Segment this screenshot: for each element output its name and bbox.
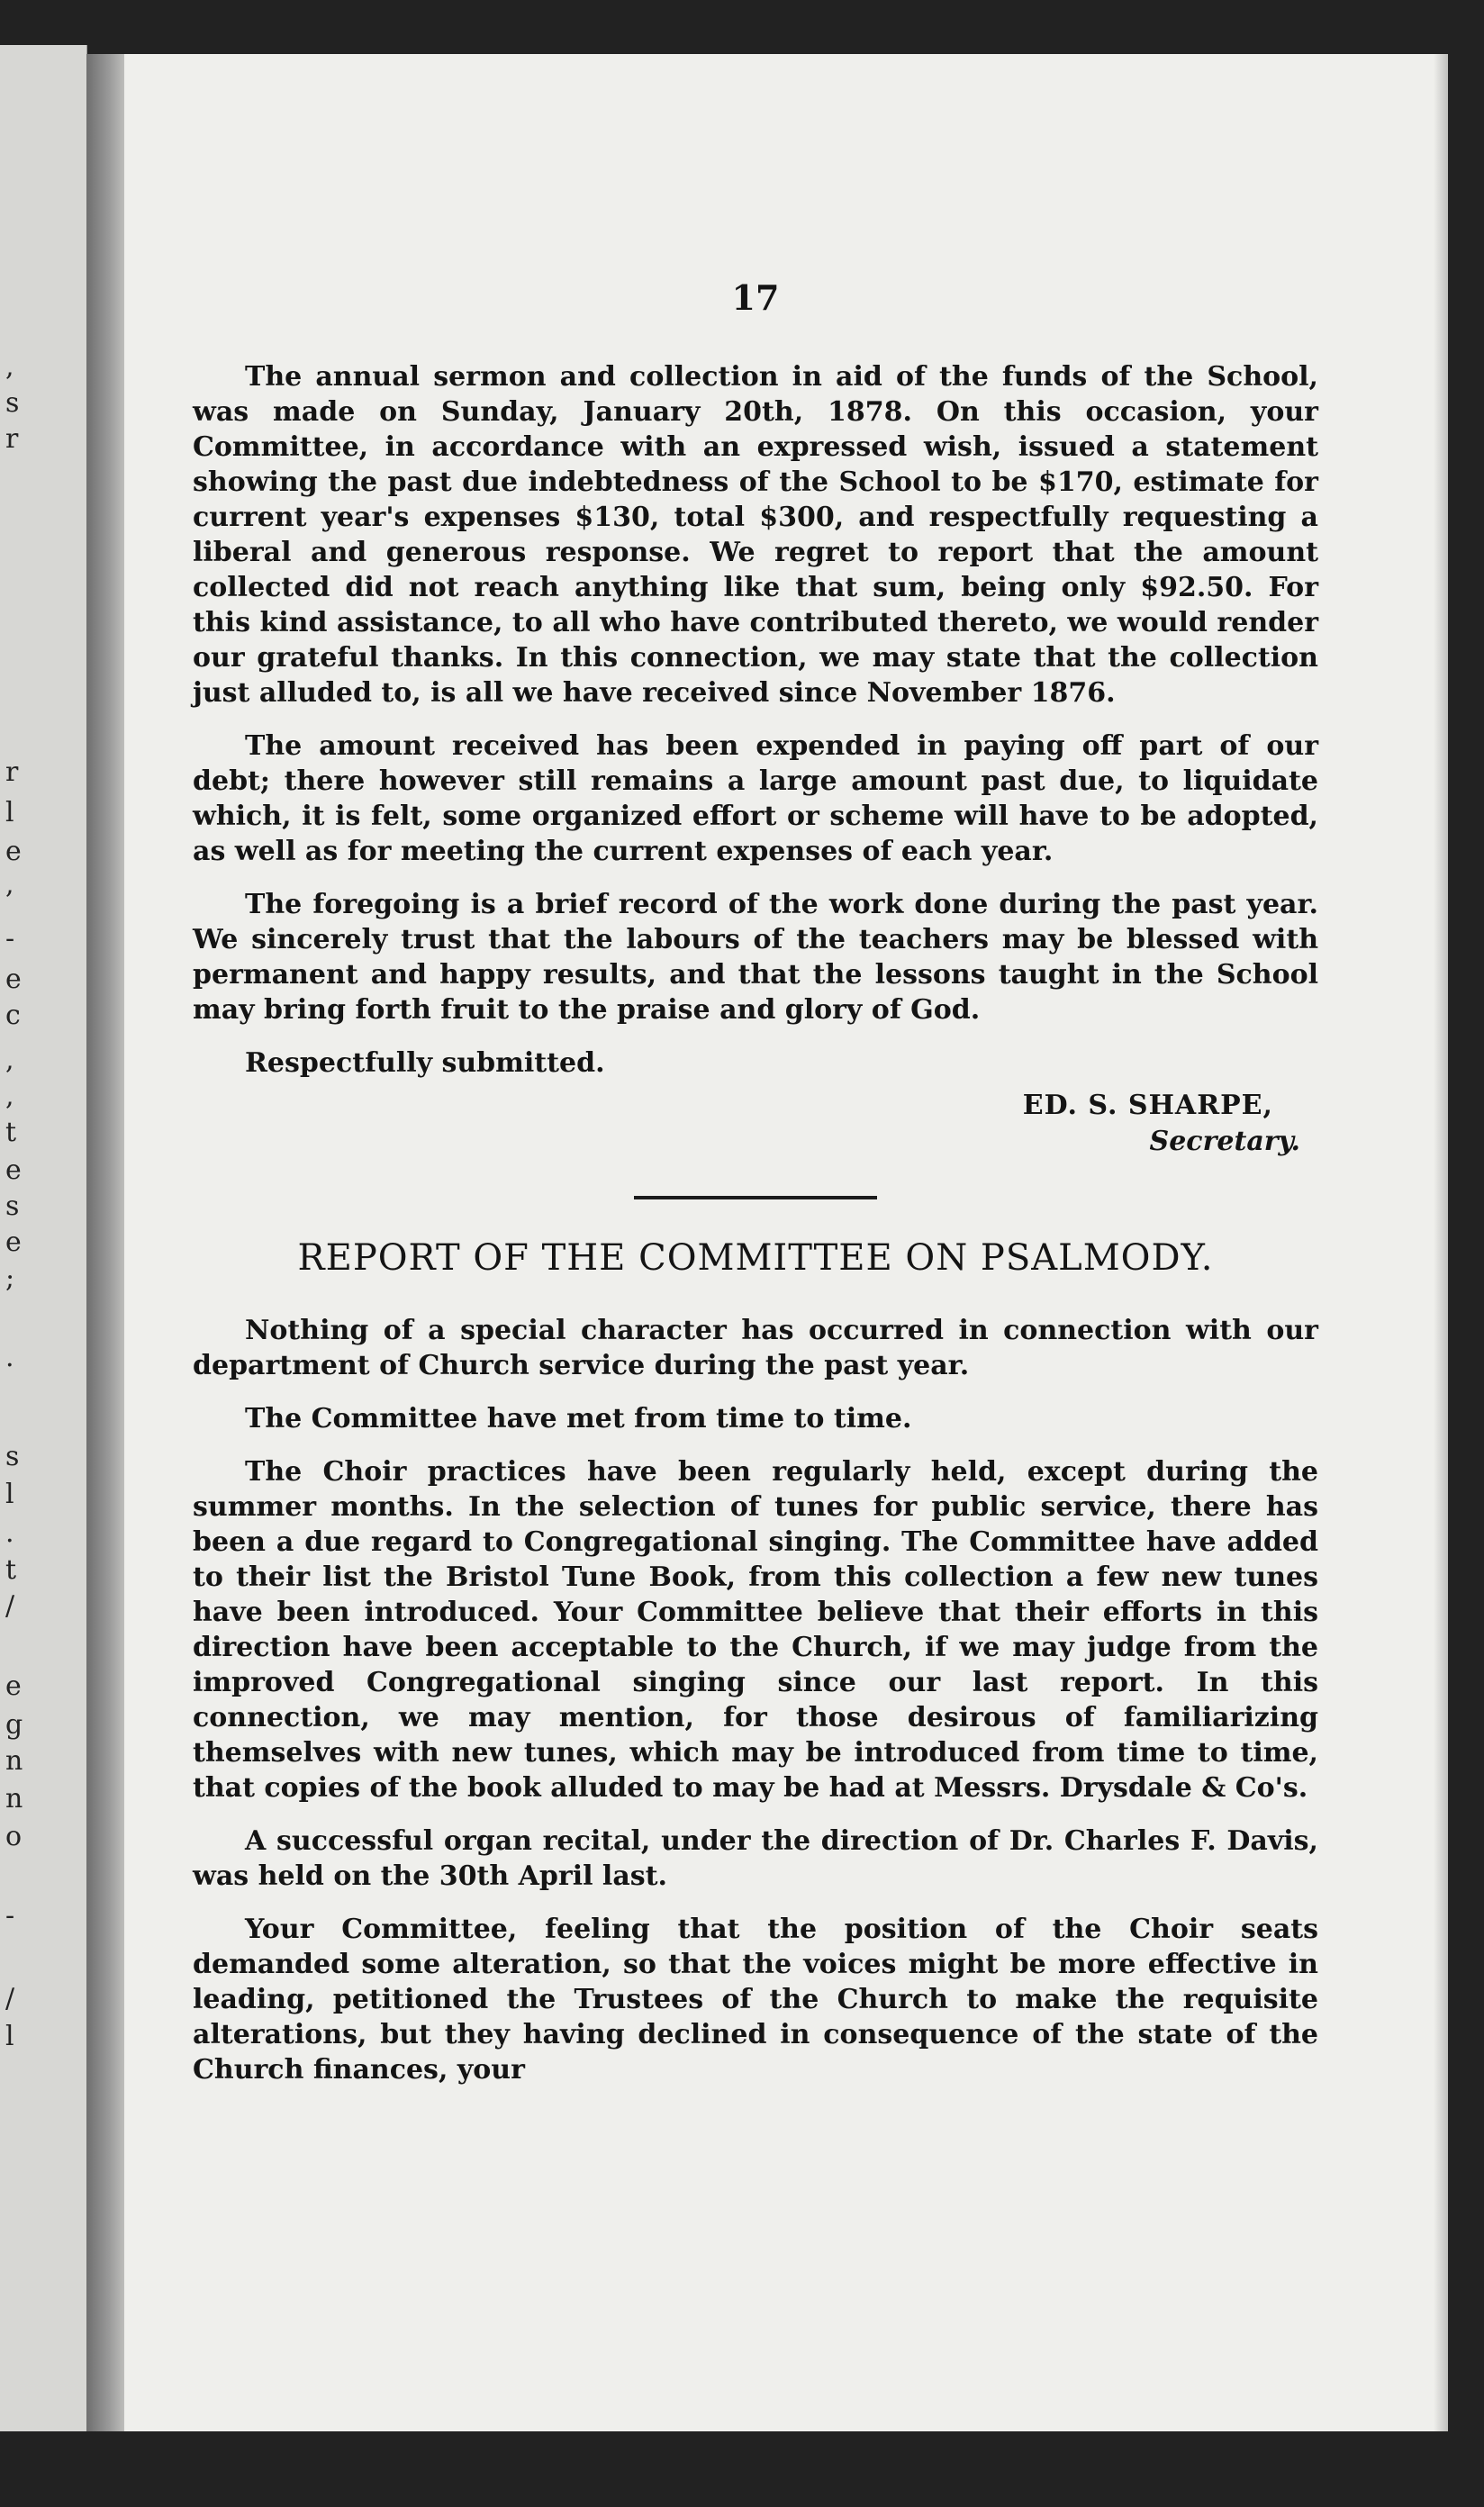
margin-fragment: c bbox=[5, 1000, 21, 1031]
margin-fragment: l bbox=[5, 2021, 14, 2052]
margin-fragment: r bbox=[5, 756, 19, 788]
margin-fragment: , bbox=[5, 351, 14, 383]
margin-fragment: r bbox=[5, 423, 19, 455]
page-edge-shadow bbox=[1434, 54, 1448, 2431]
margin-fragment: n bbox=[5, 1783, 23, 1815]
margin-fragment: . bbox=[5, 1342, 14, 1373]
margin-fragment: n bbox=[5, 1745, 23, 1777]
margin-fragment: s bbox=[5, 387, 20, 419]
margin-fragment: , bbox=[5, 1081, 14, 1112]
margin-fragment: . bbox=[5, 1517, 14, 1549]
page-text-block bbox=[193, 277, 1318, 2105]
facing-page-text-fragments bbox=[5, 45, 32, 2431]
margin-fragment: ; bbox=[5, 1263, 15, 1294]
margin-fragment: e bbox=[5, 1670, 22, 1702]
paragraph-choir-seats: Your Committee, feeling that the position of the Choir seats demanded some alteration, so that the voices might be more effective in leading, petitioned the Trustees of the Church to make the requisite alterations, but they having declined in consequence of the state of the Church finances, your bbox=[193, 1914, 1318, 2086]
margin-fragment: e bbox=[5, 1226, 22, 1258]
section-divider bbox=[634, 1196, 877, 1199]
page-number: 17 bbox=[731, 277, 780, 318]
paragraph-committee-met: The Committee have met from time to time. bbox=[245, 1403, 912, 1435]
margin-fragment: e bbox=[5, 1154, 22, 1186]
margin-fragment: - bbox=[5, 1900, 15, 1932]
margin-fragment: l bbox=[5, 1479, 14, 1510]
paragraph-nothing-special: Nothing of a special character has occurred in connection with our department of Church service during the past year. bbox=[193, 1315, 1318, 1381]
margin-fragment: s bbox=[5, 1190, 20, 1222]
paragraph-choir-practices: The Choir practices have been regularly held, except during the summer months. In the selection of tunes for public service, there has been a due regard to Congregational singing. The Committee have added to their list the Bristol Tune Book, from this collection a few new tunes have been introduced. Your Committee believe that their efforts in this direction have been acceptable to the Church, if we may judge from the improved Congregational singing since our last report. In this connection, we may mention, for those desirous of familiarizing themselves with new tunes, which may be introduced from time to time, that copies of the book alluded to may be had at Messrs. Drysdale & Co's. bbox=[193, 1456, 1318, 1804]
book-page bbox=[124, 54, 1448, 2431]
margin-fragment: e bbox=[5, 964, 22, 995]
margin-fragment: s bbox=[5, 1441, 20, 1472]
margin-fragment: g bbox=[5, 1709, 23, 1741]
paragraph-amount-received: The amount received has been expended in paying off part of our debt; there however still remains a large amount past due, to liquidate which, it is felt, some organized effort or scheme will have to be adopted, as well as for meeting the current expenses of each year. bbox=[193, 730, 1318, 867]
margin-fragment: o bbox=[5, 1821, 23, 1852]
signer-name: ED. S. SHARPE, bbox=[1022, 1090, 1273, 1121]
paragraph-annual-sermon: The annual sermon and collection in aid of the funds of the School, was made on Sunday, January 20th, 1878. On this occasion, your Committee, in accordance with an expressed wish, issued a statement showing the past due indebtedness of the School to be $170, estimate for current year's expenses $130, total $300, and respectfully requesting a liberal and generous response. We regret to report that the amount collected did not reach anything like that sum, being only $92.50. For this kind assistance, to all who have contributed thereto, we would render our grateful thanks. In this connection, we may state that the collection just alluded to, is all we have received since November 1876. bbox=[193, 361, 1318, 709]
closing-line: Respectfully submitted. bbox=[245, 1047, 605, 1079]
margin-fragment: t bbox=[5, 1117, 17, 1148]
margin-fragment: / bbox=[5, 1590, 15, 1622]
margin-fragment: - bbox=[5, 923, 15, 955]
book-gutter bbox=[86, 54, 124, 2431]
margin-fragment: e bbox=[5, 836, 22, 867]
margin-fragment: l bbox=[5, 797, 14, 828]
margin-fragment: / bbox=[5, 1983, 15, 2014]
signer-title: Secretary. bbox=[1149, 1126, 1300, 1157]
margin-fragment: , bbox=[5, 869, 14, 901]
facing-page-edge bbox=[0, 45, 87, 2431]
margin-fragment: , bbox=[5, 1045, 14, 1076]
margin-fragment: t bbox=[5, 1554, 17, 1586]
paragraph-organ-recital: A successful organ recital, under the direction of Dr. Charles F. Davis, was held on the 30th April last. bbox=[193, 1825, 1318, 1892]
paragraph-foregoing-record: The foregoing is a brief record of the work done during the past year. We sincerely trust that the labours of the teachers may be blessed with permanent and happy results, and that the lessons taught in the School may bring forth fruit to the praise and glory of God. bbox=[193, 889, 1318, 1026]
section-heading: REPORT OF THE COMMITTEE ON PSALMODY. bbox=[297, 1237, 1214, 1279]
